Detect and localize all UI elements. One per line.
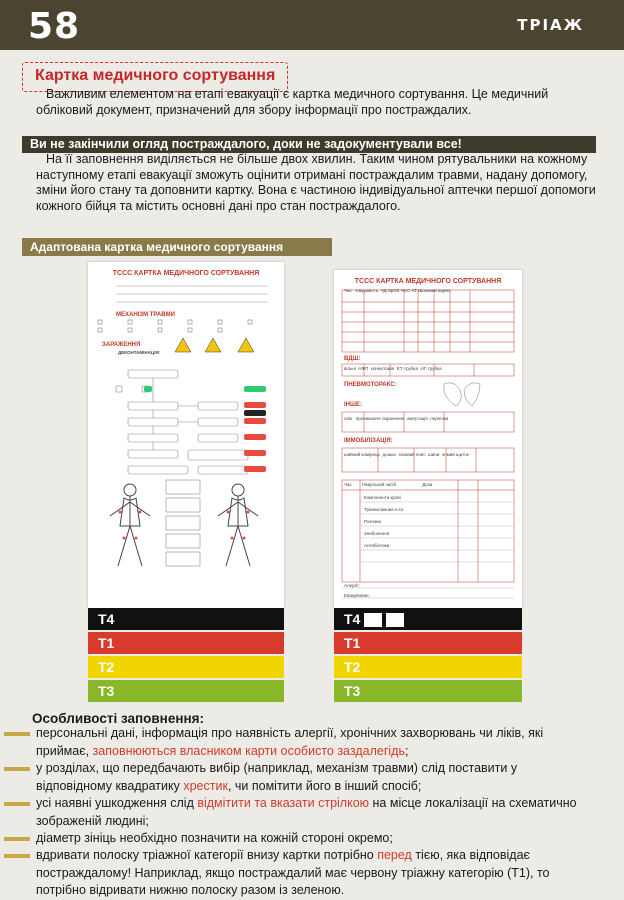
page-header: [0, 0, 624, 50]
vdp-items: вільні НФП конікотомія ЕТ-трубка НГ-трубка: [344, 366, 442, 371]
allergies-label: Алергії:: [344, 583, 360, 588]
pneumothorax-heading: ПНЕВМОТОРАКС:: [344, 382, 397, 388]
page-number: 58: [28, 6, 81, 47]
med-header: Час Лікарський засіб Доза: [344, 482, 433, 487]
evacuation-label: Евакуйован:: [344, 593, 370, 598]
paragraph-two: На її заповнення виділяється не більше двох хвилин. Таким чином рятувальники на кожному наступному етапі евакуації зможуть оцінити отримані постраждалим травми, надану допомогу, зміни його стану та доповнити картку. Вона є частиною індивідуальної аптечки першої допомоги кожного бійця та містить основні дані про стан постраждалого.: [36, 152, 596, 213]
triage-strip-t4-right[interactable]: T4: [334, 608, 522, 630]
dash-icon: [4, 854, 30, 858]
other-items: опік проникаюче поранення ампутація перелом: [344, 416, 449, 421]
triage-card-front: [88, 262, 284, 608]
med-list: Компоненти крові Транексамова к-та Розчини Знеболення Антибіотики: [364, 495, 403, 548]
triage-strip-t3-left[interactable]: T3: [88, 680, 284, 702]
card-back-title: TCCC КАРТКА МЕДИЧНОГО СОРТУВАННЯ: [354, 278, 502, 285]
dash-icon: [4, 802, 30, 806]
features-heading: Особливості заповнення:: [32, 711, 205, 726]
vdp-heading: ВДШ:: [344, 356, 361, 362]
card-front-form-illustration: [88, 276, 284, 616]
tear-tab: [386, 613, 404, 627]
bullet-item: персональні дані, інформація про наявність алергії, хронічних захворювань чи ліків, які приймає, заповнюються власником карти особисто заздалегідь;: [36, 725, 592, 760]
vitals-header: Час Свідомість ЧД SpO2 ЧСС АТ Шоковий індекс: [344, 288, 451, 293]
card-back-form-grid: [334, 286, 522, 616]
bullet-item: вдривати полоску тріажної категорії внизу картки потрібно перед тією, яка відповідає постраждалому! Наприклад, якщо постраждалий має червону тріажну категорію (T1), то потрібно відривати нижню полоску разом із зеленою.: [36, 847, 592, 900]
intro-paragraph: Важливим елементом на етапі евакуації є картка медичного сортування. Це медичний обліковий документ, призначений для збору інформації про постраждалих.: [36, 87, 549, 117]
bullet-item: у розділах, що передбачають вибір (наприклад, механізм травми) слід поставити у відповідному квадратику хрестик, чи помітити його в інший спосіб;: [36, 760, 592, 795]
triage-strip-t4-left[interactable]: T4: [88, 608, 284, 630]
dash-icon: [4, 767, 30, 771]
card-front-title: TCCC КАРТКА МЕДИЧНОГО СОРТУВАННЯ: [112, 270, 260, 277]
bullet-item: усі наявні ушкодження слід відмітити та вказати стрілкою на місце локалізації на схематично зображеній людині;: [36, 795, 592, 830]
warning-bar: Ви не закінчили огляд постраждалого, доки не задокументували все!: [22, 136, 596, 153]
triage-strip-t2-left[interactable]: T2: [88, 656, 284, 678]
triage-card-back: [334, 270, 522, 608]
triage-strip-t1-left[interactable]: T1: [88, 632, 284, 654]
section-title: ТРІАЖ: [517, 16, 584, 34]
triage-strip-t2-right[interactable]: T2: [334, 656, 522, 678]
triage-strip-t3-right[interactable]: T3: [334, 680, 522, 702]
page-title: Картка медичного сортування: [35, 67, 276, 84]
dash-icon: [4, 732, 30, 736]
mechanism-heading: МЕХАНІЗМ ТРАВМИ: [116, 312, 175, 318]
contamination-heading: ЗАРАЖЕННЯ: [102, 342, 141, 348]
triage-strip-t1-right[interactable]: T1: [334, 632, 522, 654]
dash-icon: [4, 837, 30, 841]
bullet-item: діаметр зініць необхідно позначити на кожній стороні окремо;: [36, 830, 592, 848]
other-heading: ІНШЕ:: [344, 402, 363, 408]
decontamination-heading: ДЕКОНТАМІНАЦІЯ:: [118, 350, 161, 355]
immob-items: шийний комірець дошка тазовий пояс шина опмий щиток: [344, 452, 469, 457]
immobilization-heading: ІММОБІЛІЗАЦІЯ:: [344, 438, 393, 444]
adapted-card-label: Адаптована картка медичного сортування: [22, 238, 332, 256]
tear-tab: [364, 613, 382, 627]
